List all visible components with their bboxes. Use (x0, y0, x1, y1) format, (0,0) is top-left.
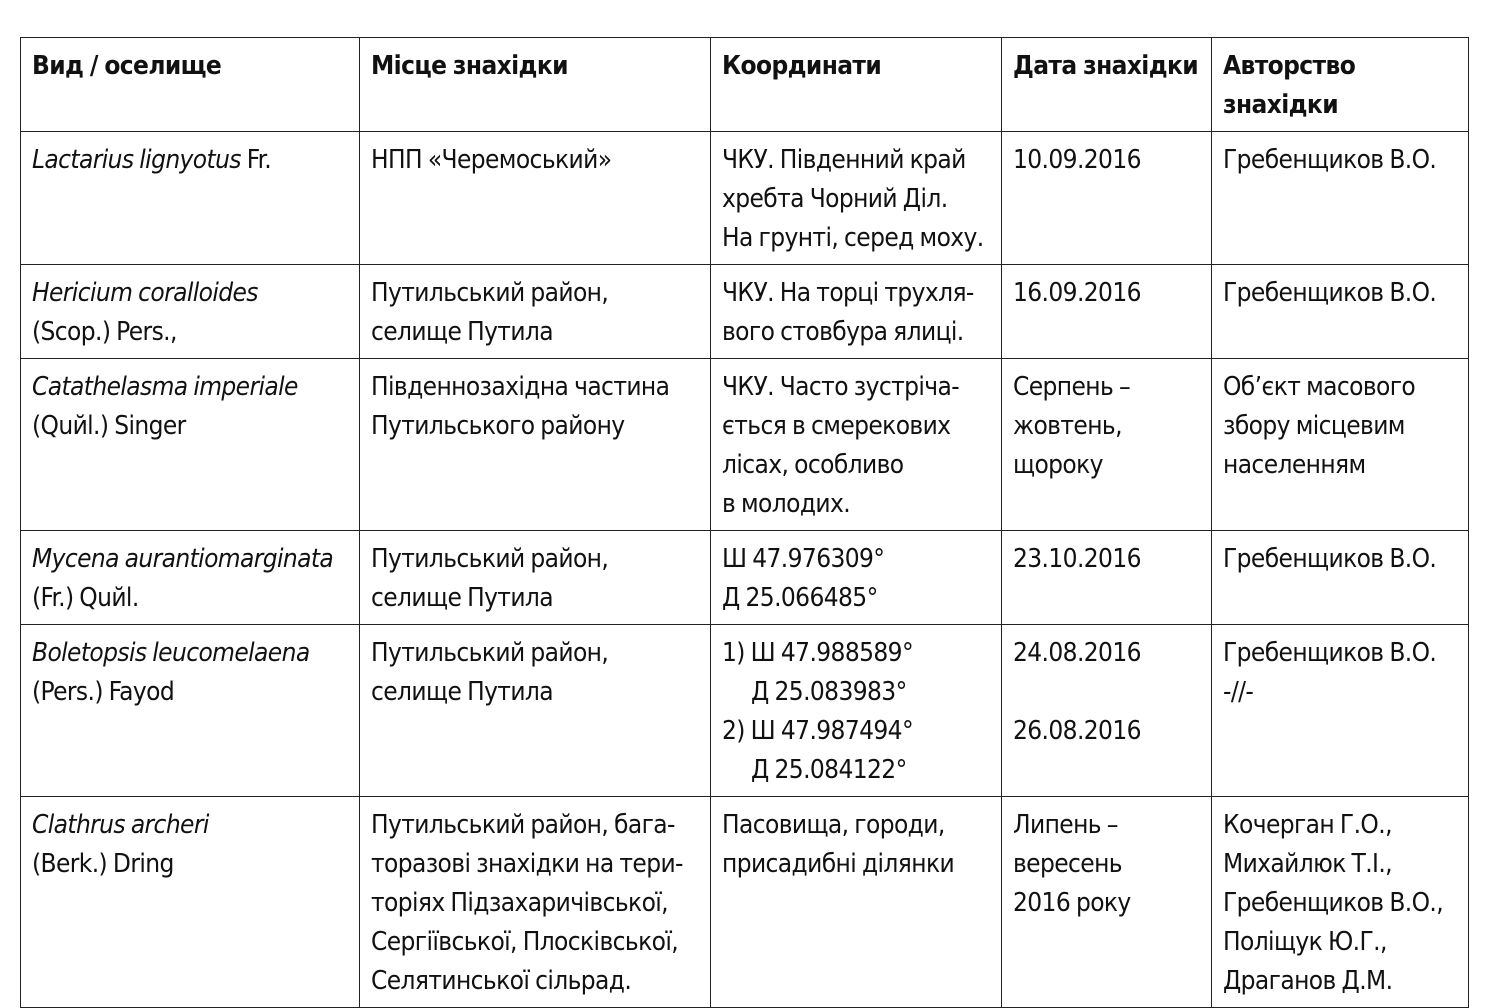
species-name: Boletopsis leucomelaena (32, 638, 310, 668)
species-name: Lactarius lignyotus (32, 145, 241, 175)
table-header-row (21, 38, 1469, 132)
cell-date: 10.09.2016 (1002, 132, 1212, 265)
cell-species (21, 265, 360, 359)
species-author: (Quйl.) Singer (32, 411, 186, 441)
cell-author: Гребенщиков В.О. (1212, 531, 1469, 625)
cell-place: Південнозахідна частина Путильського району (360, 359, 711, 531)
cell-species (21, 132, 360, 265)
cell-coordinates: ЧКУ. Південний край хребта Чорний Діл. На грунті, серед моху. (711, 132, 1002, 265)
cell-species (21, 359, 360, 531)
species-name: Clathrus archeri (32, 810, 209, 840)
species-author: (Pers.) Fayod (32, 677, 175, 707)
table-row (21, 797, 1469, 1008)
cell-author: Гребенщиков В.О. -//- (1212, 625, 1469, 797)
table-row (21, 359, 1469, 531)
cell-place: НПП «Черемоський» (360, 132, 711, 265)
cell-place: Путильський район, бага- торазові знахідки на тери- торіях Підзахаричівської, Сергіївської, Плосківської, Селятинської сільрад. (360, 797, 711, 1008)
cell-place: Путильський район, селище Путила (360, 265, 711, 359)
cell-author: Гребенщиков В.О. (1212, 265, 1469, 359)
cell-coordinates: Ш 47.976309° Д 25.066485° (711, 531, 1002, 625)
species-author: Fr. (240, 145, 272, 175)
cell-place: Путильський район, селище Путила (360, 625, 711, 797)
cell-coordinates: 1) Ш 47.988589° Д 25.083983° 2) Ш 47.987494° Д 25.084122° (711, 625, 1002, 797)
cell-date: Липень – вересень 2016 року (1002, 797, 1212, 1008)
species-author: (Berk.) Dring (32, 849, 174, 879)
cell-author: Гребенщиков В.О. (1212, 132, 1469, 265)
species-name: Hericium coralloides (32, 278, 258, 308)
cell-date: 24.08.2016 26.08.2016 (1002, 625, 1212, 797)
table-row (21, 265, 1469, 359)
species-table (20, 37, 1469, 1008)
species-name: Catathelasma imperiale (32, 372, 298, 402)
cell-date: 16.09.2016 (1002, 265, 1212, 359)
species-author: (Scop.) Pers., (32, 317, 177, 347)
cell-coordinates: ЧКУ. Часто зустріча- ється в смерекових лісах, особливо в молодих. (711, 359, 1002, 531)
cell-species (21, 531, 360, 625)
header-coordinates: Координати (711, 38, 1002, 132)
cell-coordinates: Пасовища, городи, присадибні ділянки (711, 797, 1002, 1008)
cell-author: Кочерган Г.О., Михайлюк Т.І., Гребенщиков В.О., Поліщук Ю.Г., Драганов Д.М. (1212, 797, 1469, 1008)
cell-date: 23.10.2016 (1002, 531, 1212, 625)
species-name: Mycena aurantiomarginata (32, 544, 334, 574)
header-author: Авторство знахідки (1212, 38, 1469, 132)
cell-date: Серпень – жовтень, щороку (1002, 359, 1212, 531)
cell-author: Об’єкт масового збору місцевим населенням (1212, 359, 1469, 531)
cell-coordinates: ЧКУ. На торці трухля- вого стовбура ялиці. (711, 265, 1002, 359)
cell-species (21, 797, 360, 1008)
table-row (21, 625, 1469, 797)
table-row (21, 132, 1469, 265)
table-row (21, 531, 1469, 625)
header-date: Дата знахідки (1002, 38, 1212, 132)
species-author: (Fr.) Quйl. (32, 583, 139, 613)
cell-species (21, 625, 360, 797)
header-species: Вид / оселище (21, 38, 360, 132)
cell-place: Путильський район, селище Путила (360, 531, 711, 625)
header-place: Місце знахідки (360, 38, 711, 132)
